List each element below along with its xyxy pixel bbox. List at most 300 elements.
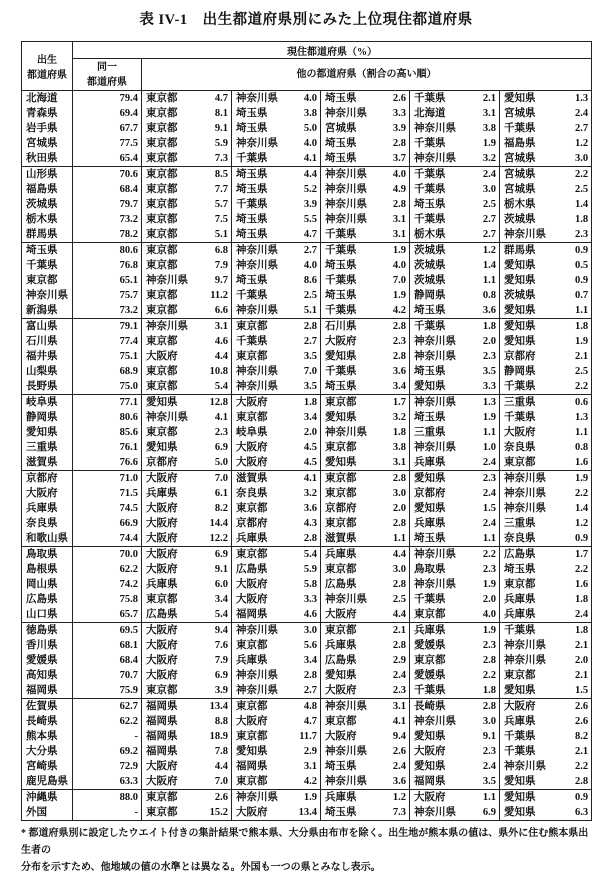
other-prefecture-name: 千葉県 — [504, 746, 536, 757]
other-prefecture-name: 滋賀県 — [232, 471, 290, 487]
other-prefecture-value: 2.5 — [558, 364, 592, 379]
other-prefecture-name: 東京都 — [146, 199, 178, 210]
other-prefecture-value: 1.8 — [558, 592, 592, 607]
other-prefecture-name: 愛知県 — [504, 305, 536, 316]
other-prefecture-name: 兵庫県 — [504, 609, 536, 620]
birth-prefecture-cell: 佐賀県 — [22, 699, 73, 715]
table-row — [22, 638, 592, 653]
other-prefecture-value: 1.3 — [558, 410, 592, 425]
other-prefecture-value: 1.9 — [379, 288, 410, 303]
same-prefecture-value: 65.4 — [73, 151, 142, 167]
birth-prefecture-cell: 福井県 — [22, 349, 73, 364]
other-prefecture-value: 2.6 — [200, 790, 232, 806]
other-prefecture-name: 東京都 — [321, 395, 379, 411]
other-prefecture-value: 7.0 — [200, 471, 232, 487]
other-prefecture-name: 福岡県 — [146, 731, 178, 742]
other-prefecture-name: 福岡県 — [146, 746, 178, 757]
other-prefecture-name: 大阪府 — [146, 503, 178, 514]
other-prefecture-name: 東京都 — [142, 790, 200, 806]
other-prefecture-value: 2.3 — [468, 349, 500, 364]
table-row — [22, 714, 592, 729]
other-prefecture-name: 東京都 — [414, 609, 446, 620]
table-row — [22, 547, 592, 563]
other-prefecture-value: 1.3 — [468, 395, 500, 411]
other-prefecture-name: 兵庫県 — [414, 518, 446, 529]
other-prefecture-value: 3.4 — [290, 410, 321, 425]
table-row — [22, 440, 592, 455]
birth-prefecture-cell: 山口県 — [22, 607, 73, 623]
other-prefecture-name: 埼玉県 — [232, 167, 290, 183]
other-prefecture-value: 5.4 — [200, 607, 232, 623]
other-prefecture-name: 神奈川県 — [321, 699, 379, 715]
other-prefecture-value: 0.8 — [558, 440, 592, 455]
other-prefecture-name: 東京都 — [232, 699, 290, 715]
table-row — [22, 805, 592, 821]
other-prefecture-value: 5.9 — [200, 136, 232, 151]
other-prefecture-value: 0.9 — [558, 273, 592, 288]
other-prefecture-value: 4.7 — [200, 91, 232, 107]
other-prefecture-value: 3.6 — [468, 303, 500, 319]
other-prefecture-name: 東京都 — [325, 442, 357, 453]
birth-prefecture-cell: 愛知県 — [22, 425, 73, 440]
other-prefecture-name: 千葉県 — [504, 123, 536, 134]
birth-prefecture-cell: 埼玉県 — [22, 243, 73, 259]
other-prefecture-name: 東京都 — [146, 260, 178, 271]
other-prefecture-name: 東京都 — [146, 138, 178, 149]
same-prefecture-value: 79.7 — [73, 197, 142, 212]
region-group — [22, 547, 592, 623]
other-prefecture-name: 千葉県 — [325, 366, 357, 377]
other-prefecture-name: 神奈川県 — [500, 471, 558, 487]
other-prefecture-value: 2.8 — [379, 471, 410, 487]
other-prefecture-name: 大阪府 — [500, 699, 558, 715]
same-prefecture-value: 77.4 — [73, 334, 142, 349]
other-prefecture-name: 宮城県 — [325, 123, 357, 134]
other-prefecture-value: 4.4 — [379, 607, 410, 623]
other-prefecture-name: 大阪府 — [146, 761, 178, 772]
other-prefecture-name: 埼玉県 — [325, 761, 357, 772]
table-row — [22, 562, 592, 577]
other-prefecture-name: 福岡県 — [146, 716, 178, 727]
other-prefecture-name: 栃木県 — [414, 229, 446, 240]
other-prefecture-name: 三重県 — [504, 518, 536, 529]
region-group — [22, 167, 592, 243]
table-row — [22, 623, 592, 639]
birth-prefecture-cell: 高知県 — [22, 668, 73, 683]
footnote-line1: * 都道府県別に設定したウエイト付きの集計結果で熊本県、大分県由布市を除く。出生地が熊本県の値は、県外に住む熊本県出生者の — [21, 828, 589, 856]
other-prefecture-value: 15.2 — [200, 805, 232, 821]
other-prefecture-name: 茨城県 — [504, 290, 536, 301]
table-title: 表 IV-1 出生都道府県別にみた上位現住都道府県 — [139, 12, 473, 28]
other-prefecture-name: 東京都 — [232, 547, 290, 563]
other-prefecture-value: 6.0 — [200, 577, 232, 592]
other-prefecture-value: 2.1 — [558, 638, 592, 653]
other-prefecture-value: 3.0 — [468, 714, 500, 729]
other-prefecture-value: 1.8 — [558, 319, 592, 335]
other-prefecture-value: 9.1 — [468, 729, 500, 744]
other-prefecture-value: 2.3 — [379, 334, 410, 349]
other-prefecture-value: 2.6 — [379, 744, 410, 759]
region-group — [22, 699, 592, 790]
other-prefecture-name: 千葉県 — [504, 381, 536, 392]
birth-prefecture-cell: 青森県 — [22, 106, 73, 121]
footnote — [21, 825, 596, 876]
other-prefecture-name: 埼玉県 — [325, 138, 357, 149]
other-prefecture-name: 神奈川県 — [232, 790, 290, 806]
table-row — [22, 425, 592, 440]
other-prefecture-value: 4.0 — [290, 258, 321, 273]
region-group — [22, 91, 592, 167]
other-prefecture-value: 2.2 — [558, 486, 592, 501]
other-prefecture-value: 13.4 — [200, 699, 232, 715]
other-prefecture-name: 神奈川県 — [236, 381, 278, 392]
other-prefecture-name: 神奈川県 — [325, 427, 367, 438]
other-prefecture-name: 大阪府 — [146, 351, 178, 362]
same-prefecture-value: 62.7 — [73, 699, 142, 715]
other-prefecture-name: 神奈川県 — [414, 336, 456, 347]
other-prefecture-name: 京都府 — [325, 503, 357, 514]
other-prefecture-name: 神奈川県 — [414, 153, 456, 164]
other-prefecture-value: 4.5 — [290, 455, 321, 471]
other-prefecture-name: 千葉県 — [410, 319, 468, 335]
same-prefecture-value: 66.9 — [73, 516, 142, 531]
other-prefecture-name: 愛知県 — [500, 790, 558, 806]
other-prefecture-value: 2.7 — [558, 121, 592, 136]
same-prefecture-value: 75.7 — [73, 288, 142, 303]
other-prefecture-value: 3.1 — [379, 212, 410, 227]
other-prefecture-name: 東京都 — [236, 503, 268, 514]
other-prefecture-name: 神奈川県 — [414, 807, 456, 818]
other-prefecture-name: 神奈川県 — [236, 260, 278, 271]
other-prefecture-name: 兵庫県 — [504, 716, 536, 727]
other-prefecture-name: 千葉県 — [236, 290, 268, 301]
other-prefecture-name: 千葉県 — [414, 184, 446, 195]
table-row — [22, 395, 592, 411]
other-prefecture-value: 1.5 — [468, 501, 500, 516]
other-prefecture-value: 2.4 — [468, 759, 500, 774]
other-prefecture-name: 愛知県 — [325, 457, 357, 468]
birth-prefecture-cell: 山梨県 — [22, 364, 73, 379]
other-prefecture-name: 岐阜県 — [236, 427, 268, 438]
other-prefecture-value: 7.7 — [200, 182, 232, 197]
same-prefecture-value: 76.6 — [73, 455, 142, 471]
other-prefecture-value: 7.6 — [200, 638, 232, 653]
other-prefecture-value: 13.4 — [290, 805, 321, 821]
other-prefecture-value: 2.2 — [558, 379, 592, 395]
other-prefecture-value: 3.7 — [379, 151, 410, 167]
other-prefecture-value: 11.2 — [200, 288, 232, 303]
same-prefecture-value: 62.2 — [73, 562, 142, 577]
other-prefecture-value: 1.1 — [468, 425, 500, 440]
other-prefecture-name: 兵庫県 — [236, 533, 268, 544]
other-prefecture-name: 神奈川県 — [325, 199, 367, 210]
other-prefecture-value: 5.2 — [290, 182, 321, 197]
other-prefecture-name: 大阪府 — [232, 395, 290, 411]
other-prefecture-value: 3.2 — [379, 410, 410, 425]
same-prefecture-value: 74.5 — [73, 501, 142, 516]
other-prefecture-value: 2.5 — [558, 182, 592, 197]
same-prefecture-value: 75.1 — [73, 349, 142, 364]
other-prefecture-value: 4.4 — [200, 759, 232, 774]
other-prefecture-name: 兵庫県 — [321, 547, 379, 563]
other-prefecture-value: 1.1 — [558, 303, 592, 319]
other-prefecture-value: 2.1 — [379, 623, 410, 639]
other-prefecture-value: 4.6 — [290, 607, 321, 623]
other-prefecture-value: 3.5 — [468, 364, 500, 379]
birth-prefecture-cell: 沖縄県 — [22, 790, 73, 806]
birth-prefecture-cell: 兵庫県 — [22, 501, 73, 516]
other-prefecture-value: 3.3 — [290, 592, 321, 607]
other-prefecture-name: 東京都 — [146, 807, 178, 818]
other-prefecture-value: 3.6 — [379, 364, 410, 379]
other-prefecture-name: 愛媛県 — [414, 670, 446, 681]
other-prefecture-name: 神奈川県 — [504, 503, 546, 514]
other-prefecture-name: 神奈川県 — [142, 319, 200, 335]
other-prefecture-value: 6.9 — [200, 668, 232, 683]
other-prefecture-value: 3.8 — [468, 121, 500, 136]
other-prefecture-name: 東京都 — [142, 167, 200, 183]
other-prefecture-name: 大阪府 — [325, 336, 357, 347]
region-group — [22, 471, 592, 547]
other-prefecture-name: 東京都 — [146, 123, 178, 134]
other-prefecture-value: 2.2 — [468, 547, 500, 563]
other-prefecture-value: 1.0 — [468, 440, 500, 455]
other-prefecture-value: 2.8 — [379, 197, 410, 212]
header-birth-line2: 都道府県 — [27, 70, 67, 81]
same-prefecture-value: 68.1 — [73, 638, 142, 653]
other-prefecture-value: 10.8 — [200, 364, 232, 379]
other-prefecture-value: 0.9 — [558, 531, 592, 547]
other-prefecture-value: 2.5 — [379, 592, 410, 607]
other-prefecture-value: 4.0 — [290, 91, 321, 107]
table-row — [22, 121, 592, 136]
other-prefecture-name: 愛知県 — [504, 336, 536, 347]
other-prefecture-value: 2.8 — [379, 638, 410, 653]
other-prefecture-value: 3.1 — [468, 106, 500, 121]
birth-prefecture-cell: 滋賀県 — [22, 455, 73, 471]
other-prefecture-name: 神奈川県 — [236, 670, 278, 681]
other-prefecture-value: 2.1 — [558, 744, 592, 759]
other-prefecture-name: 滋賀県 — [325, 533, 357, 544]
other-prefecture-name: 神奈川県 — [504, 761, 546, 772]
birth-prefecture-cell: 広島県 — [22, 592, 73, 607]
other-prefecture-name: 神奈川県 — [146, 412, 188, 423]
other-prefecture-name: 神奈川県 — [321, 167, 379, 183]
other-prefecture-name: 大阪府 — [146, 670, 178, 681]
other-prefecture-value: 14.4 — [200, 516, 232, 531]
table-row — [22, 471, 592, 487]
other-prefecture-name: 三重県 — [500, 395, 558, 411]
other-prefecture-value: 2.7 — [290, 334, 321, 349]
other-prefecture-value: 4.6 — [200, 334, 232, 349]
same-prefecture-value: 77.1 — [73, 395, 142, 411]
birth-prefecture-cell: 茨城県 — [22, 197, 73, 212]
same-prefecture-value: 70.0 — [73, 547, 142, 563]
other-prefecture-name: 茨城県 — [410, 243, 468, 259]
header-current-prefecture: 現住都道府県（%） — [73, 42, 592, 59]
other-prefecture-value: 4.0 — [468, 607, 500, 623]
same-prefecture-value: 75.8 — [73, 592, 142, 607]
other-prefecture-value: 1.9 — [379, 243, 410, 259]
other-prefecture-value: 6.9 — [200, 440, 232, 455]
table-row — [22, 790, 592, 806]
other-prefecture-value: 6.3 — [558, 805, 592, 821]
other-prefecture-name: 埼玉県 — [236, 214, 268, 225]
other-prefecture-value: 1.6 — [558, 577, 592, 592]
other-prefecture-name: 愛知県 — [500, 91, 558, 107]
other-prefecture-name: 京都府 — [236, 518, 268, 529]
other-prefecture-name: 福岡県 — [142, 699, 200, 715]
other-prefecture-value: 4.4 — [379, 547, 410, 563]
birth-prefecture-cell: 徳島県 — [22, 623, 73, 639]
other-prefecture-name: 埼玉県 — [414, 199, 446, 210]
same-prefecture-value: 73.2 — [73, 212, 142, 227]
other-prefecture-name: 広島県 — [325, 655, 357, 666]
other-prefecture-name: 茨城県 — [414, 275, 446, 286]
other-prefecture-name: 広島県 — [236, 564, 268, 575]
table-row — [22, 364, 592, 379]
birth-prefecture-cell: 静岡県 — [22, 410, 73, 425]
other-prefecture-name: 大阪府 — [146, 640, 178, 651]
other-prefecture-value: 3.1 — [200, 319, 232, 335]
other-prefecture-name: 東京都 — [236, 412, 268, 423]
table-row — [22, 167, 592, 183]
birth-prefecture-cell: 宮城県 — [22, 136, 73, 151]
other-prefecture-name: 東京都 — [236, 776, 268, 787]
other-prefecture-value: 3.4 — [290, 653, 321, 668]
other-prefecture-name: 東京都 — [146, 427, 178, 438]
same-prefecture-value: 65.1 — [73, 273, 142, 288]
other-prefecture-name: 埼玉県 — [325, 153, 357, 164]
other-prefecture-value: 1.1 — [468, 790, 500, 806]
other-prefecture-value: 1.9 — [290, 790, 321, 806]
other-prefecture-name: 三重県 — [414, 427, 446, 438]
other-prefecture-name: 奈良県 — [504, 533, 536, 544]
other-prefecture-name: 神奈川県 — [232, 91, 290, 107]
birth-prefecture-cell: 岐阜県 — [22, 395, 73, 411]
table-row — [22, 243, 592, 259]
same-prefecture-value: 68.4 — [73, 653, 142, 668]
other-prefecture-name: 東京都 — [232, 319, 290, 335]
other-prefecture-value: 1.1 — [468, 531, 500, 547]
other-prefecture-value: 2.0 — [468, 334, 500, 349]
birth-prefecture-cell: 千葉県 — [22, 258, 73, 273]
table-row — [22, 410, 592, 425]
same-prefecture-value: 68.4 — [73, 182, 142, 197]
same-prefecture-value: 73.2 — [73, 303, 142, 319]
other-prefecture-name: 大阪府 — [414, 746, 446, 757]
other-prefecture-name: 大阪府 — [236, 457, 268, 468]
other-prefecture-value: 5.4 — [290, 547, 321, 563]
other-prefecture-value: 7.0 — [200, 774, 232, 790]
other-prefecture-value: 8.1 — [200, 106, 232, 121]
other-prefecture-value: 2.2 — [558, 759, 592, 774]
same-prefecture-value: 75.9 — [73, 683, 142, 699]
other-prefecture-value: 7.8 — [200, 744, 232, 759]
other-prefecture-name: 宮城県 — [504, 184, 536, 195]
other-prefecture-name: 茨城県 — [504, 214, 536, 225]
other-prefecture-name: 大阪府 — [142, 623, 200, 639]
other-prefecture-value: 1.8 — [468, 319, 500, 335]
other-prefecture-value: 5.8 — [290, 577, 321, 592]
other-prefecture-name: 千葉県 — [325, 275, 357, 286]
other-prefecture-value: 1.4 — [558, 501, 592, 516]
other-prefecture-name: 神奈川県 — [414, 442, 456, 453]
other-prefecture-name: 神奈川県 — [236, 366, 278, 377]
birth-prefecture-cell: 三重県 — [22, 440, 73, 455]
other-prefecture-value: 1.3 — [558, 91, 592, 107]
same-prefecture-value: 63.3 — [73, 774, 142, 790]
birth-prefecture-cell: 京都府 — [22, 471, 73, 487]
other-prefecture-name: 大阪府 — [146, 776, 178, 787]
other-prefecture-value: 5.1 — [200, 227, 232, 243]
other-prefecture-value: 0.8 — [468, 288, 500, 303]
other-prefecture-value: 3.9 — [200, 683, 232, 699]
other-prefecture-name: 兵庫県 — [146, 488, 178, 499]
same-prefecture-value: 70.7 — [73, 668, 142, 683]
other-prefecture-value: 5.0 — [290, 121, 321, 136]
other-prefecture-name: 大阪府 — [146, 518, 178, 529]
other-prefecture-name: 神奈川県 — [504, 488, 546, 499]
other-prefecture-name: 千葉県 — [504, 731, 536, 742]
birth-prefecture-cell: 島根県 — [22, 562, 73, 577]
other-prefecture-value: 2.6 — [558, 699, 592, 715]
other-prefecture-value: 2.3 — [379, 683, 410, 699]
other-prefecture-name: 奈良県 — [504, 442, 536, 453]
other-prefecture-value: 3.3 — [379, 106, 410, 121]
other-prefecture-name: 東京都 — [325, 716, 357, 727]
other-prefecture-value: 2.8 — [379, 349, 410, 364]
other-prefecture-name: 愛知県 — [504, 275, 536, 286]
other-prefecture-name: 大阪府 — [236, 594, 268, 605]
other-prefecture-value: 11.7 — [290, 729, 321, 744]
birth-prefecture-cell: 長崎県 — [22, 714, 73, 729]
other-prefecture-name: 神奈川県 — [232, 623, 290, 639]
table-row — [22, 258, 592, 273]
other-prefecture-value: 4.8 — [290, 699, 321, 715]
other-prefecture-value: 2.0 — [558, 653, 592, 668]
other-prefecture-name: 神奈川県 — [146, 275, 188, 286]
other-prefecture-name: 埼玉県 — [325, 290, 357, 301]
other-prefecture-value: 5.1 — [290, 303, 321, 319]
birth-prefecture-cell: 新潟県 — [22, 303, 73, 319]
other-prefecture-value: 4.0 — [379, 258, 410, 273]
other-prefecture-value: 3.0 — [379, 486, 410, 501]
other-prefecture-value: 3.6 — [379, 774, 410, 790]
other-prefecture-value: 1.2 — [379, 790, 410, 806]
other-prefecture-name: 京都府 — [504, 351, 536, 362]
other-prefecture-value: 1.2 — [468, 243, 500, 259]
other-prefecture-name: 茨城県 — [414, 260, 446, 271]
other-prefecture-name: 静岡県 — [504, 366, 536, 377]
other-prefecture-value: 4.4 — [290, 167, 321, 183]
other-prefecture-value: 9.1 — [200, 562, 232, 577]
other-prefecture-name: 千葉県 — [325, 305, 357, 316]
other-prefecture-value: 4.9 — [379, 182, 410, 197]
same-prefecture-value: 79.1 — [73, 319, 142, 335]
table-row — [22, 501, 592, 516]
birth-prefecture-cell: 山形県 — [22, 167, 73, 183]
other-prefecture-value: 2.7 — [290, 243, 321, 259]
other-prefecture-name: 東京都 — [146, 108, 178, 119]
other-prefecture-name: 神奈川県 — [504, 229, 546, 240]
other-prefecture-value: 1.9 — [468, 136, 500, 151]
other-prefecture-name: 兵庫県 — [414, 457, 446, 468]
other-prefecture-name: 千葉県 — [414, 214, 446, 225]
other-prefecture-name: 東京都 — [146, 153, 178, 164]
other-prefecture-name: 宮城県 — [504, 108, 536, 119]
other-prefecture-value: 6.1 — [200, 486, 232, 501]
